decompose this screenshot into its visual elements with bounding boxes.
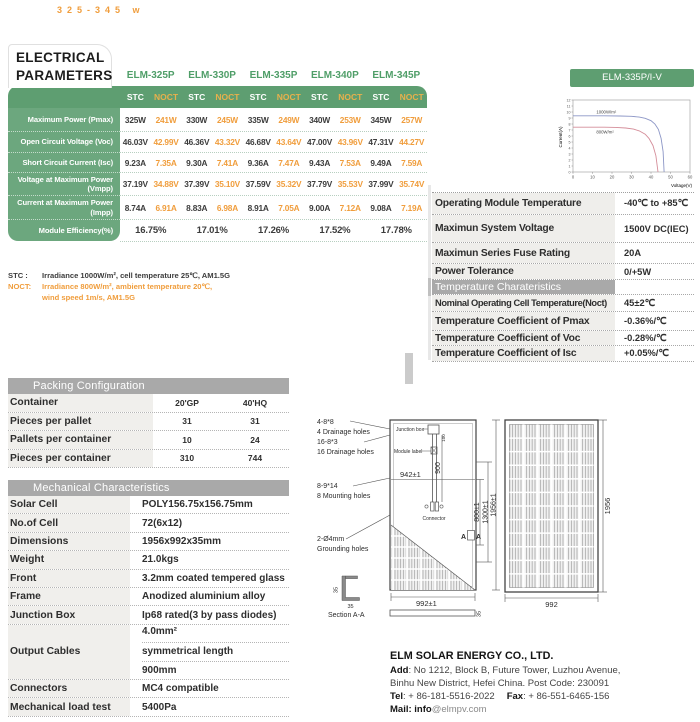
dim-1300: 1300±1	[482, 500, 490, 524]
junction-box-label: Junction box	[396, 427, 425, 433]
stc-column-header: STC	[188, 92, 206, 102]
stc-value: 37.39V	[184, 179, 210, 189]
stc-footnote-text: Irradiance 1000W/m², cell temperature 25℃, AM1.5G	[42, 271, 231, 280]
noct-value: 42.99V	[153, 137, 179, 147]
spec-row	[432, 295, 694, 312]
spec-value: 0/+5W	[624, 266, 652, 277]
mechanical-label: Connectors	[8, 680, 130, 697]
x-tick-label: 30	[629, 174, 634, 180]
section-a-a-label: Section A-A	[328, 612, 365, 619]
noct-value: 7.53A	[339, 157, 361, 168]
noct-value: 7.41A	[216, 157, 239, 168]
section-dim-35v: 35	[333, 586, 340, 594]
x-tick-label: 50	[668, 174, 673, 180]
stc-value: 9.23A	[124, 157, 146, 168]
junction-box-shape	[428, 425, 439, 434]
noct-value: 34.88V	[153, 179, 179, 189]
iv-chart-title: ELM-335P/I-V	[570, 69, 694, 87]
packing-rows	[8, 394, 289, 468]
electrical-table-row	[120, 195, 427, 219]
callout-drainage1-text: 4 Drainage holes	[317, 429, 370, 436]
efficiency-value: 17.52%	[319, 225, 351, 236]
y-tick-label: 4	[568, 146, 571, 151]
noct-footnote-text1: Irradiance 800W/m², ambient temperature 20℃,	[42, 282, 213, 291]
stc-value: 9.30A	[186, 157, 208, 168]
company-phone-line: Tel: + 86-181-5516-2022 Fax: + 86-551-6465-156	[390, 691, 610, 702]
stc-value: 46.68V	[245, 137, 271, 147]
stc-column-header: STC	[126, 92, 144, 102]
connector-label: Connector	[422, 516, 446, 522]
mechanical-value: Ip68 rated(3 by pass diodes)	[142, 609, 277, 621]
model-header: ELM-325P	[126, 70, 175, 81]
y-tick-label: 5	[568, 140, 571, 145]
packing-value-20gp: 31	[182, 416, 192, 427]
electrical-table-body	[120, 108, 427, 242]
section-marker-a2: A	[476, 534, 482, 541]
noct-value: 35.53V	[337, 179, 363, 189]
packing-value-40hq: 40'HQ	[242, 397, 268, 408]
stc-value: 37.19V	[122, 179, 148, 189]
callout-drainage2-code: 16-8*3	[317, 439, 338, 446]
chart-frame	[573, 100, 690, 172]
electrical-title-line1: ELECTRICAL	[16, 50, 105, 65]
packing-row	[8, 450, 289, 469]
dim-800: 800±1	[474, 502, 481, 522]
stc-value: 8.83A	[186, 202, 208, 213]
section-a-a-detail	[328, 576, 365, 619]
noct-column-header: NOCT	[399, 92, 424, 102]
packing-configuration-header: Packing Configuration	[8, 378, 289, 394]
module-label-label: Module label	[394, 449, 423, 455]
company-address-line1: Add: No 1212, Block B, Future Tower, Luzhou Avenue,	[390, 665, 621, 676]
noct-value: 7.19A	[401, 202, 423, 213]
electrical-table-row	[120, 152, 427, 172]
stc-value: 9.36A	[247, 157, 269, 168]
dim-900: 900	[435, 462, 442, 474]
noct-value: 43.96V	[337, 137, 363, 147]
dim-992-back: 992±1	[416, 599, 437, 608]
electrical-row-label	[8, 108, 120, 131]
connector-shape	[435, 502, 438, 511]
product-range-label: 325-345 w	[57, 5, 145, 15]
noct-value: 6.91A	[155, 202, 177, 213]
callout-mounting-code: 8-9*14	[317, 483, 338, 490]
mechanical-row	[8, 496, 289, 514]
mechanical-label: Junction Box	[8, 606, 130, 623]
dim-35-side: 35	[476, 610, 483, 618]
stc-value: 9.49A	[370, 157, 392, 168]
noct-footnote-label: NOCT:	[8, 282, 32, 291]
noct-value: 44.27V	[399, 137, 425, 147]
module-side-view	[390, 610, 475, 616]
stc-column-header: STC	[249, 92, 267, 102]
technical-drawing	[290, 402, 700, 650]
scrollbar-thumb-artifact	[428, 278, 431, 296]
mechanical-label: Frame	[8, 588, 130, 605]
mechanical-label: No.of Cell	[8, 514, 130, 531]
noct-column-header: NOCT	[215, 92, 240, 102]
section-header: Temperature Charateristics	[432, 280, 615, 294]
packing-row	[8, 413, 289, 432]
row-label-text: Voltage at Maximum Power	[17, 174, 113, 184]
scan-artifact	[405, 353, 413, 384]
mechanical-label: Mechanical load test	[8, 698, 130, 715]
mechanical-value: 900mm	[142, 661, 289, 680]
noct-value: 249W	[278, 114, 300, 125]
row-label-text: Short Circuit Current (Isc)	[22, 157, 113, 167]
electrical-row-labels	[8, 108, 120, 241]
electrical-table-row	[120, 131, 427, 152]
mechanical-characteristics-table	[8, 480, 289, 717]
mechanical-row	[8, 625, 289, 680]
mechanical-row	[8, 588, 289, 606]
electrical-row-label	[8, 152, 120, 172]
spec-label: Temperature Coefficient of Voc	[432, 331, 615, 345]
y-tick-label: 7	[568, 128, 571, 133]
mechanical-value: 72(6x12)	[142, 517, 183, 529]
company-name: ELM SOLAR ENERGY CO., LTD.	[390, 650, 554, 662]
packing-value-20gp: 10	[182, 434, 192, 445]
noct-value: 6.98A	[216, 202, 239, 213]
x-tick-label: 60	[687, 174, 693, 180]
model-header: ELM-330P	[188, 70, 236, 81]
stc-value: 47.00V	[306, 137, 333, 147]
electrical-row-label	[8, 219, 120, 241]
stc-column-header: STC	[372, 92, 390, 102]
packing-value-40hq: 744	[247, 453, 263, 464]
section-marker-a1: A	[461, 534, 467, 541]
spec-label: Maximun Series Fuse Rating	[432, 243, 615, 263]
company-mail-line: Mail: info@elmpv.com	[390, 704, 487, 715]
stc-value: 340W	[309, 114, 330, 125]
x-axis-title: Voltage(V)	[670, 183, 692, 188]
noct-value: 35.32V	[276, 179, 302, 189]
spec-label: Temperature Coefficient of Pmax	[432, 312, 615, 330]
row-label-sub: (Impp)	[90, 207, 113, 217]
noct-column-header: NOCT	[153, 92, 179, 102]
noct-value: 7.12A	[339, 202, 361, 213]
y-tick-label: 1	[568, 164, 571, 169]
stc-value: 9.08A	[370, 202, 392, 213]
y-tick-label: 11	[566, 104, 571, 109]
stc-value: 9.00A	[308, 202, 331, 213]
spec-value: 20A	[624, 248, 642, 258]
electrical-row-label	[8, 172, 120, 195]
stc-value: 37.59V	[245, 179, 271, 189]
packing-row	[8, 431, 289, 450]
company-address-line2: Binhu New District, Hefei China. Post Code: 230091	[390, 678, 610, 689]
mechanical-value: MC4 compatible	[142, 683, 219, 695]
packing-value-20gp: 20'GP	[175, 397, 199, 408]
stc-column-header: STC	[311, 92, 329, 102]
y-axis-title: Current(A)	[558, 126, 563, 148]
noct-column-header: NOCT	[276, 92, 301, 102]
noct-value: 7.05A	[278, 202, 300, 213]
y-tick-label: 9	[568, 116, 571, 121]
noct-value: 257W	[401, 114, 423, 125]
dim-942: 942±1	[400, 470, 421, 479]
model-header: ELM-335P	[249, 70, 298, 81]
efficiency-value: 16.75%	[135, 225, 167, 236]
spec-label: Maximun System Voltage	[432, 215, 615, 242]
noct-value: 35.74V	[399, 179, 425, 189]
dim-100: 100	[441, 434, 446, 442]
mechanical-row	[8, 680, 289, 698]
x-tick-label: 0	[571, 174, 575, 180]
electrical-row-label	[8, 195, 120, 219]
stc-value: 9.43A	[308, 157, 331, 168]
series-label: 1000W/m²	[596, 109, 617, 115]
stc-value: 8.74A	[124, 202, 146, 213]
spec-value: +0.05%/℃	[624, 348, 669, 358]
model-header: ELM-345P	[372, 70, 421, 81]
stc-value: 37.79V	[306, 179, 333, 189]
stc-value: 37.99V	[368, 179, 394, 189]
dim-1956-back: 1956±1	[490, 493, 498, 517]
packing-row	[8, 394, 289, 413]
callout-drainage2-text: 16 Drainage holes	[317, 449, 374, 456]
stc-value: 325W	[124, 114, 146, 125]
electrical-parameters-table	[8, 66, 427, 241]
spec-row	[432, 193, 694, 215]
electrical-parameters-title	[8, 44, 112, 88]
noct-value: 245W	[217, 114, 238, 125]
mechanical-label: Solar Cell	[8, 496, 130, 513]
spec-value: -40℃ to +85℃	[624, 198, 689, 208]
x-tick-label: 20	[609, 174, 615, 180]
efficiency-value: 17.01%	[196, 225, 228, 236]
mechanical-label: Output Cables	[8, 625, 130, 679]
y-tick-label: 10	[566, 110, 571, 115]
mechanical-row	[8, 514, 289, 532]
electrical-row-label	[8, 131, 120, 152]
electrical-table-row	[120, 172, 427, 195]
mechanical-row	[8, 606, 289, 624]
module-front-view	[505, 420, 612, 609]
mechanical-label: Dimensions	[8, 533, 130, 550]
mechanical-label: Front	[8, 570, 130, 587]
model-header: ELM-340P	[310, 70, 359, 81]
mechanical-value: 21.0kgs	[142, 554, 179, 566]
section-dim-35h: 35	[347, 604, 354, 610]
mechanical-row	[8, 570, 289, 588]
mechanical-value: POLY156.75x156.75mm	[142, 499, 253, 511]
spec-row	[432, 331, 694, 346]
spec-row	[432, 215, 694, 243]
stc-value: 335W	[247, 114, 269, 125]
series-label: 800W/m²	[596, 129, 614, 135]
scrollbar-track-artifact	[428, 185, 431, 360]
callout-mounting-text: 8 Mounting holes	[317, 493, 371, 500]
noct-footnote-text2: wind speed 1m/s, AM1.5G	[42, 293, 135, 302]
electrical-table-row	[120, 219, 427, 241]
mechanical-value: 4.0mm²	[142, 626, 178, 638]
row-label-sub: (Vmpp)	[87, 184, 113, 193]
stc-footnote-label: STC :	[8, 271, 28, 280]
spec-label: Temperature Coefficient of Isc	[432, 346, 615, 361]
stc-value: 46.03V	[122, 137, 148, 147]
row-label-text: Module Efficiency(%)	[38, 225, 113, 235]
row-label-text: Maximum Power (Pmax)	[27, 114, 113, 124]
mechanical-value: Anodized aluminium alloy	[142, 591, 266, 603]
packing-label: Pieces per container	[8, 450, 153, 468]
iv-curve-chart	[556, 97, 696, 189]
y-tick-label: 2	[568, 158, 571, 163]
packing-label: Pieces per pallet	[8, 413, 153, 431]
callout-leader-lines	[346, 421, 390, 539]
table-header-band	[8, 86, 427, 108]
electrical-table-row	[120, 108, 427, 131]
model-headers	[120, 66, 427, 86]
callout-drainage1-code: 4-8*8	[317, 419, 334, 426]
stc-value: 345W	[370, 114, 392, 125]
noct-value: 253W	[339, 114, 361, 125]
noct-value: 241W	[155, 114, 177, 125]
y-tick-label: 8	[568, 122, 571, 127]
spec-row	[432, 346, 694, 362]
spec-label: Power Tolerance	[432, 264, 615, 279]
spec-label: Nominal Operating Cell Temperature(Noct)	[432, 295, 615, 311]
dim-1956-front: 1956	[603, 497, 612, 515]
dim-992-front: 992	[545, 600, 558, 609]
mechanical-label: Weight	[8, 551, 130, 568]
mechanical-row	[8, 551, 289, 569]
spec-value: 45±2℃	[624, 297, 656, 308]
stc-value: 8.91A	[247, 202, 269, 213]
electrical-title-line2: PARAMETERS	[16, 67, 113, 83]
mechanical-row	[8, 698, 289, 716]
mechanical-value: 5400Pa	[142, 701, 177, 713]
spec-row	[432, 264, 694, 280]
mechanical-value: 3.2mm coated tempered glass	[142, 572, 285, 584]
mechanical-row	[8, 533, 289, 551]
stc-value: 46.36V	[184, 137, 210, 147]
row-label-text: Current at Maximum Power	[17, 198, 113, 208]
noct-value: 7.59A	[401, 157, 423, 168]
efficiency-value: 17.78%	[380, 225, 412, 236]
spec-label: Operating Module Temperature	[432, 193, 615, 214]
spec-value: -0.28%/℃	[624, 332, 667, 343]
mechanical-multi-value	[130, 623, 289, 680]
mechanical-rows	[8, 496, 289, 717]
row-label-text: Open Circuit Voltage (Voc)	[20, 137, 113, 147]
mechanical-value: symmetrical length	[142, 642, 289, 661]
module-back-view	[390, 420, 483, 617]
spec-value: -0.36%/℃	[624, 315, 667, 326]
y-tick-label: 12	[566, 98, 571, 103]
packing-label: Container	[8, 394, 153, 412]
noct-value: 43.32V	[214, 137, 240, 147]
mechanical-characteristics-header: Mechanical Characteristics	[8, 480, 289, 496]
spec-value: 1500V DC(IEC)	[624, 223, 689, 234]
callout-grounding-text: Grounding holes	[317, 546, 369, 553]
y-tick-label: 0	[568, 170, 571, 175]
noct-value: 7.47A	[278, 157, 300, 168]
test-condition-footnotes	[8, 270, 230, 303]
packing-configuration-table	[8, 378, 289, 468]
packing-label: Pallets per container	[8, 431, 153, 449]
company-info	[390, 650, 690, 716]
noct-value: 43.64V	[276, 137, 302, 147]
stc-value: 47.31V	[368, 137, 394, 147]
spec-row	[432, 312, 694, 331]
packing-value-40hq: 24	[250, 434, 260, 445]
x-tick-label: 40	[648, 174, 654, 180]
noct-value: 35.10V	[214, 179, 240, 189]
packing-value-40hq: 31	[250, 416, 260, 427]
y-tick-label: 3	[568, 152, 571, 157]
mechanical-value: 1956x992x35mm	[142, 535, 221, 547]
packing-value-20gp: 310	[179, 453, 195, 464]
noct-column-header: NOCT	[338, 92, 363, 102]
connector-shape	[431, 502, 434, 511]
spec-row	[432, 243, 694, 264]
efficiency-value: 17.26%	[257, 225, 289, 236]
noct-value: 7.35A	[155, 157, 177, 168]
temperature-spec-table	[432, 192, 694, 362]
stc-value: 330W	[186, 114, 208, 125]
section-header-row	[432, 280, 694, 295]
stc-noct-header	[120, 86, 427, 108]
y-tick-label: 6	[568, 134, 571, 139]
callout-grounding-code: 2-Ø4mm	[317, 536, 345, 543]
x-tick-label: 10	[590, 174, 595, 180]
